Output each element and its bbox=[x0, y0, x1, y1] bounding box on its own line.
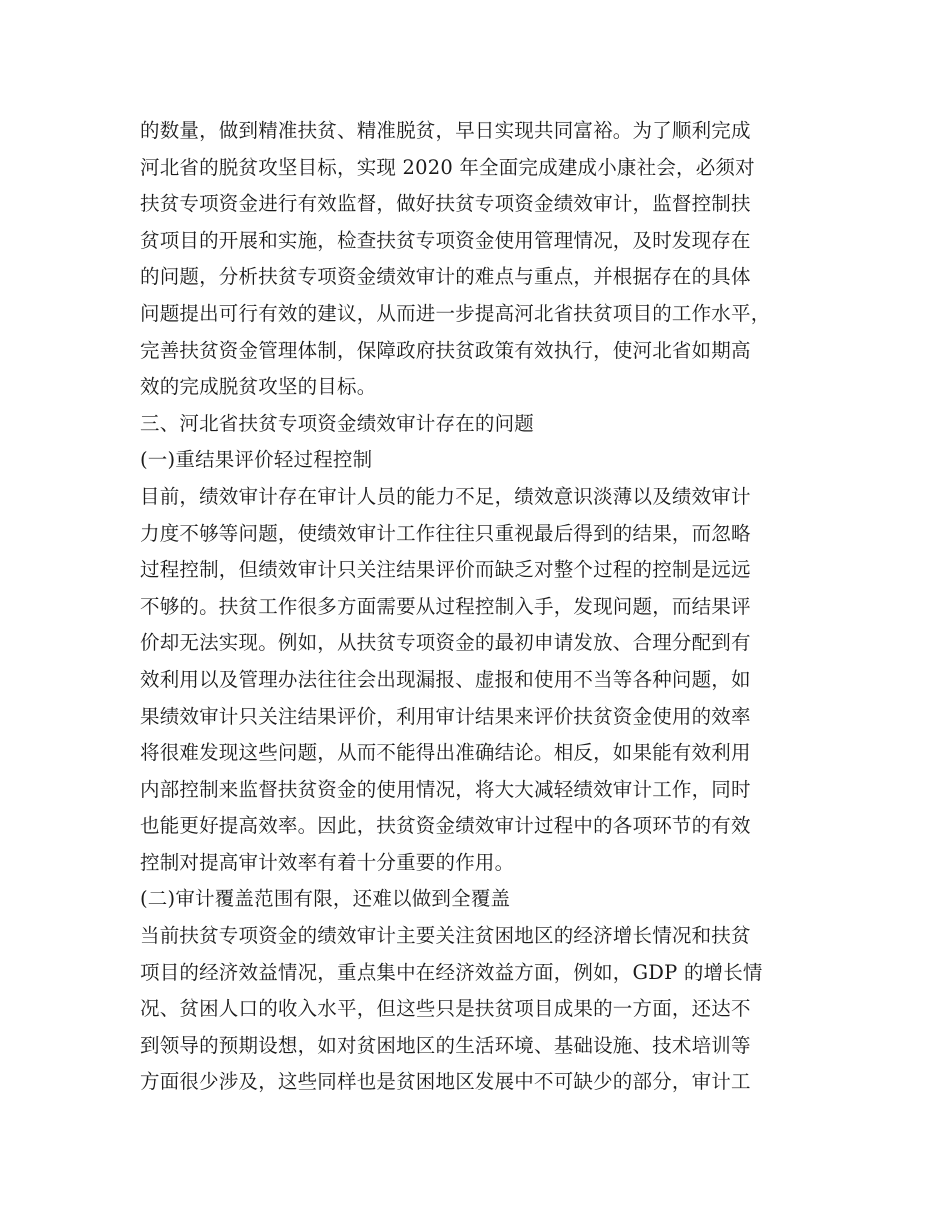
text-line: 的问题，分析扶贫专项资金绩效审计的难点与重点，并根据存在的具体 bbox=[140, 265, 751, 289]
text-line: 完善扶贫资金管理体制，保障政府扶贫政策有效执行，使河北省如期高 bbox=[140, 338, 751, 362]
text-line: 效利用以及管理办法往往会出现漏报、虚报和使用不当等各种问题，如 bbox=[140, 667, 751, 691]
text-line: 项目的经济效益情况，重点集中在经济效益方面，例如，GDP 的增长情 bbox=[140, 960, 763, 984]
text-line: 将很难发现这些问题，从而不能得出准确结论。相反，如果能有效利用 bbox=[140, 741, 751, 765]
section-heading: 三、河北省扶贫专项资金绩效审计存在的问题 bbox=[140, 411, 535, 435]
text-line: 过程控制，但绩效审计只关注结果评价而缺乏对整个过程的控制是远远 bbox=[140, 558, 751, 582]
text-line: 不够的。扶贫工作很多方面需要从过程控制入手，发现问题，而结果评 bbox=[140, 594, 751, 618]
text-line: 果绩效审计只关注结果评价，利用审计结果来评价扶贫资金使用的效率 bbox=[140, 704, 751, 728]
text-line: 的数量，做到精准扶贫、精准脱贫，早日实现共同富裕。为了顺利完成 bbox=[140, 119, 751, 142]
text-line: 到领导的预期设想，如对贫困地区的生活环境、基础设施、技术培训等 bbox=[140, 1033, 751, 1057]
document-page bbox=[140, 113, 840, 1101]
text-line: 河北省的脱贫攻坚目标，实现 2020 年全面完成建成小康社会，必须对 bbox=[140, 155, 755, 179]
text-line: 当前扶贫专项资金的绩效审计主要关注贫困地区的经济增长情况和扶贫 bbox=[140, 924, 751, 948]
text-line: 方面很少涉及，这些同样也是贫困地区发展中不可缺少的部分，审计工 bbox=[140, 1070, 751, 1094]
text-line: 控制对提高审计效率有着十分重要的作用。 bbox=[140, 850, 515, 874]
text-line: 贫项目的开展和实施，检查扶贫专项资金使用管理情况，及时发现存在 bbox=[140, 228, 751, 252]
text-line: 也能更好提高效率。因此，扶贫资金绩效审计过程中的各项环节的有效 bbox=[140, 814, 751, 838]
text-line: 扶贫专项资金进行有效监督，做好扶贫专项资金绩效审计，监督控制扶 bbox=[140, 192, 751, 216]
subsection-heading: (二)审计覆盖范围有限，还难以做到全覆盖 bbox=[140, 887, 511, 911]
text-line: 价却无法实现。例如，从扶贫专项资金的最初申请发放、合理分配到有 bbox=[140, 631, 751, 655]
text-line: 效的完成脱贫攻坚的目标。 bbox=[140, 375, 377, 399]
subsection-heading: (一)重结果评价轻过程控制 bbox=[140, 448, 373, 472]
text-line: 内部控制来监督扶贫资金的使用情况，将大大减轻绩效审计工作，同时 bbox=[140, 777, 751, 801]
text-line: 问题提出可行有效的建议，从而进一步提高河北省扶贫项目的工作水平， bbox=[140, 301, 771, 325]
text-line: 力度不够等问题，使绩效审计工作往往只重视最后得到的结果，而忽略 bbox=[140, 521, 751, 545]
text-line: 况、贫困人口的收入水平，但这些只是扶贫项目成果的一方面，还达不 bbox=[140, 997, 751, 1021]
text-line: 目前，绩效审计存在审计人员的能力不足，绩效意识淡薄以及绩效审计 bbox=[140, 484, 751, 508]
